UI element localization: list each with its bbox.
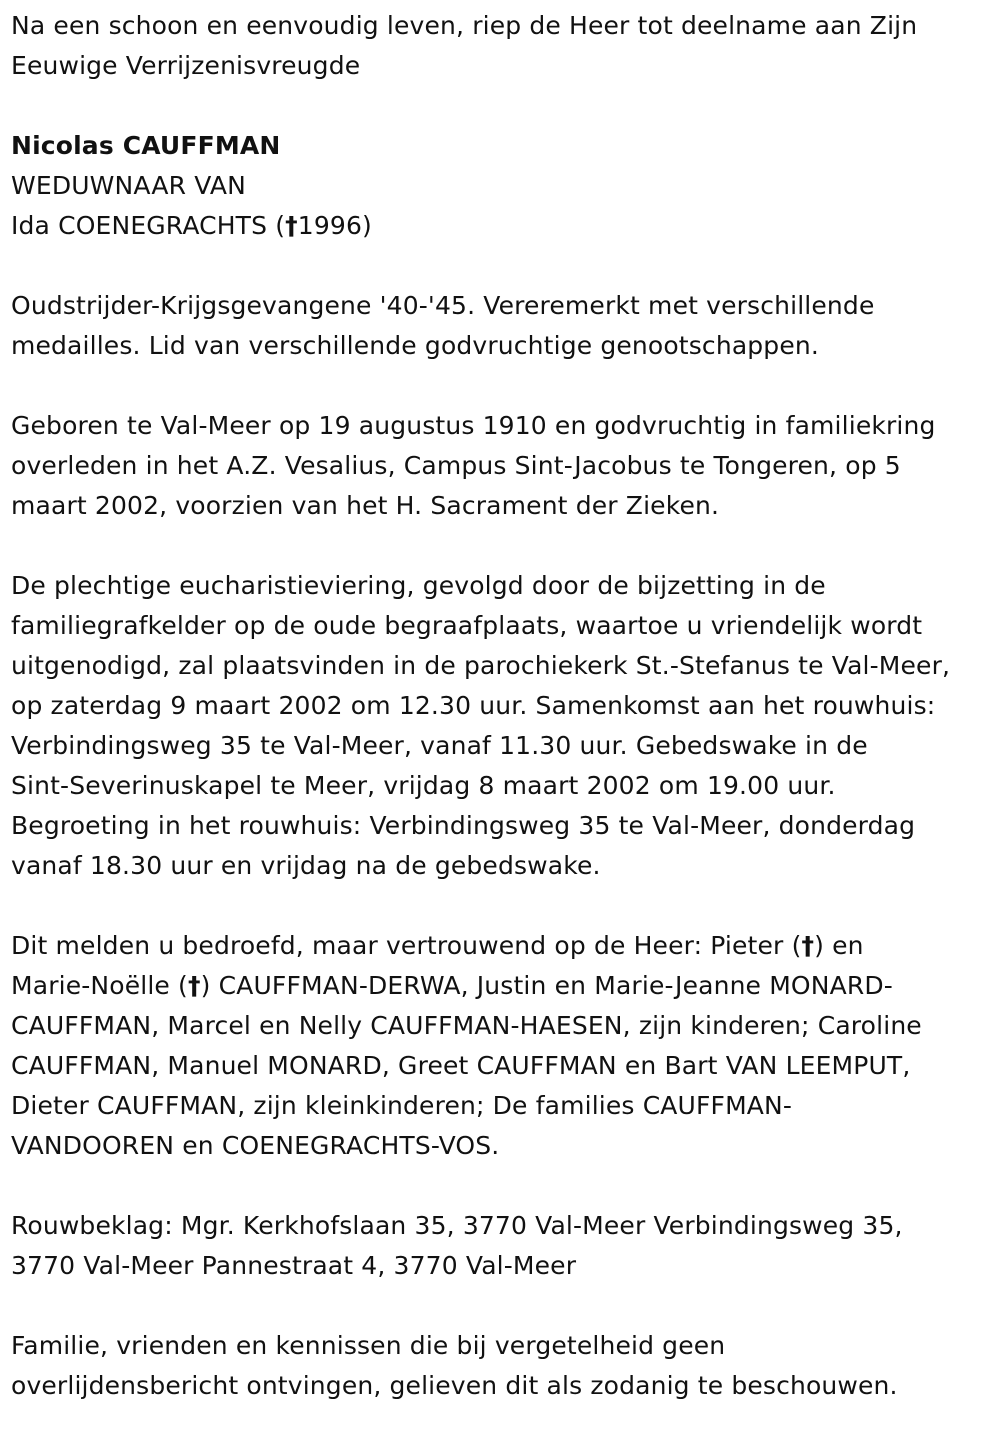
paragraph-gap: [11, 526, 996, 566]
family-line: Dieter CAUFFMAN, zijn kleinkinderen; De families CAUFFMAN-: [11, 1091, 793, 1120]
closing-line: Familie, vrienden en kennissen die bij vergetelheid geen: [11, 1331, 726, 1360]
family-text: ) en: [814, 931, 864, 960]
ceremony-line: Sint-Severinuskapel te Meer, vrijdag 8 maart 2002 om 19.00 uur.: [11, 771, 836, 800]
ceremony-line: familiegrafkelder op de oude begraafplaats, waartoe u vriendelijk wordt: [11, 611, 923, 640]
mourning-line: 3770 Val-Meer Pannestraat 4, 3770 Val-Meer: [11, 1251, 577, 1280]
ceremony-line: uitgenodigd, zal plaatsvinden in de parochiekerk St.-Stefanus te Val-Meer,: [11, 651, 951, 680]
paragraph-gap: [11, 366, 996, 406]
family-text: Marie-Noëlle (: [11, 971, 188, 1000]
ceremony-line: op zaterdag 9 maart 2002 om 12.30 uur. Samenkomst aan het rouwhuis:: [11, 691, 936, 720]
spouse-death-year: 1996): [297, 211, 372, 240]
family-paragraph: [11, 926, 996, 1166]
paragraph-gap: [11, 86, 996, 126]
closing-paragraph: [11, 1326, 996, 1406]
birth-death-line: overleden in het A.Z. Vesalius, Campus Sint-Jacobus te Tongeren, op 5: [11, 451, 901, 480]
family-line: CAUFFMAN, Manuel MONARD, Greet CAUFFMAN en Bart VAN LEEMPUT,: [11, 1051, 911, 1080]
ceremony-line: Verbindingsweg 35 te Val-Meer, vanaf 11.30 uur. Gebedswake in de: [11, 731, 868, 760]
ceremony-line: vanaf 18.30 uur en vrijdag na de gebedswake.: [11, 851, 601, 880]
mourning-line: Rouwbeklag: Mgr. Kerkhofslaan 35, 3770 Val-Meer Verbindingsweg 35,: [11, 1211, 903, 1240]
ceremony-paragraph: [11, 566, 996, 886]
honours-paragraph: [11, 286, 996, 366]
paragraph-gap: [11, 246, 996, 286]
family-line: VANDOOREN en COENEGRACHTS-VOS.: [11, 1131, 500, 1160]
birth-death-line: Geboren te Val-Meer op 19 augustus 1910 en godvruchtig in familiekring: [11, 411, 936, 440]
intro-line: Eeuwige Verrijzenisvreugde: [11, 51, 361, 80]
family-text: ) CAUFFMAN-DERWA, Justin en Marie-Jeanne MONARD-: [200, 971, 893, 1000]
spouse-name: Ida COENEGRACHTS (: [11, 211, 286, 240]
family-line: [11, 926, 996, 966]
intro-paragraph: [11, 6, 996, 86]
honours-line: Oudstrijder-Krijgsgevangene '40-'45. Vereremerkt met verschillende: [11, 291, 875, 320]
spouse-line: [11, 206, 996, 246]
mourning-paragraph: [11, 1206, 996, 1286]
birth-death-line: maart 2002, voorzien van het H. Sacrament der Zieken.: [11, 491, 720, 520]
deceased-name: Nicolas CAUFFMAN: [11, 131, 281, 160]
ceremony-line: De plechtige eucharistieviering, gevolgd door de bijzetting in de: [11, 571, 826, 600]
deceased-header: [11, 126, 996, 246]
cross-icon: †: [285, 211, 298, 240]
ceremony-line: Begroeting in het rouwhuis: Verbindingsweg 35 te Val-Meer, donderdag: [11, 811, 916, 840]
closing-line: overlijdensbericht ontvingen, gelieven dit als zodanig te beschouwen.: [11, 1371, 898, 1400]
paragraph-gap: [11, 886, 996, 926]
paragraph-gap: [11, 1166, 996, 1206]
paragraph-gap: [11, 1286, 996, 1326]
obituary-notice: [11, 6, 996, 1406]
intro-line: Na een schoon en eenvoudig leven, riep de Heer tot deelname aan Zijn: [11, 11, 918, 40]
birth-death-paragraph: [11, 406, 996, 526]
family-line: CAUFFMAN, Marcel en Nelly CAUFFMAN-HAESEN, zijn kinderen; Caroline: [11, 1011, 922, 1040]
family-line: [11, 966, 996, 1006]
cross-icon: †: [801, 931, 815, 960]
cross-icon: †: [187, 971, 201, 1000]
family-text: Dit melden u bedroefd, maar vertrouwend op de Heer: Pieter (: [11, 931, 802, 960]
honours-line: medailles. Lid van verschillende godvruchtige genootschappen.: [11, 331, 819, 360]
widower-status: WEDUWNAAR VAN: [11, 171, 246, 200]
